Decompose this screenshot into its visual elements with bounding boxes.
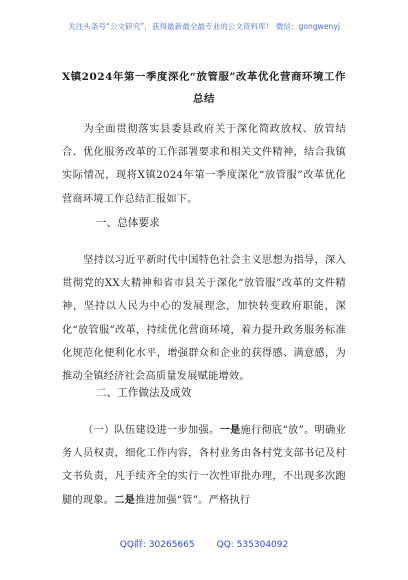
paragraph-2-text-2: 推进加强“管”。严格执行 <box>135 494 251 506</box>
paragraph-2-text-1: 施行彻底“放”。明确业务人员权责，细化工作内容，各村业务由各村党支部书记及村文书负责，凡手续齐全的实行一次性审批办理，不出现多次跑腿的现象。 <box>62 425 347 506</box>
document-title: X镇2024年第一季度深化“放管服”改革优化营商环境工作总结 <box>62 71 346 105</box>
section-heading-2: 二、工作做法及成效 <box>96 387 192 399</box>
header-note: 关注头条号“公文研究”，获得最新最全最专业的公文资料库！ 微信：gongwenyj <box>68 22 340 31</box>
paragraph-2-lead: （一）队伍建设进一步加强。 <box>83 425 220 436</box>
paragraph-2 <box>62 419 346 512</box>
footer-qq: QQ: 535304092 <box>216 540 289 550</box>
paragraph-1-text: 坚持以习近平新时代中国特色社会主义思想为指导，深入贯彻党的XX大精神和省市县关于深化“放管服”改革的文件精神，坚持以人民为中心的发展理念，加快转变政府职能，深化“放管服”改革，持续优化营商环境，着力提升政务服务标准化规范化便利化水平，增强群众和企业的获得感、满意感，为推动全镇经济社会高质量发展赋能增效。 <box>62 255 346 383</box>
intro-text: 为全面贯彻落实县委县政府关于深化简政放权、放管结合、优化服务改革的工作部署要求和相关文件精神，结合我镇实际情况，现将X镇2024年第一季度深化“放管服”改革优化营商环境工作总结汇报如下。 <box>62 124 346 205</box>
paragraph-1 <box>62 249 346 388</box>
footer-contact <box>0 537 408 550</box>
footer-qq-group: QQ群: 30265665 <box>119 540 195 550</box>
section-heading-1: 一、总体要求 <box>96 217 160 229</box>
intro-paragraph <box>62 118 346 211</box>
paragraph-2-point-1: 一是 <box>219 424 241 436</box>
paragraph-2-point-2: 二是 <box>114 493 136 506</box>
